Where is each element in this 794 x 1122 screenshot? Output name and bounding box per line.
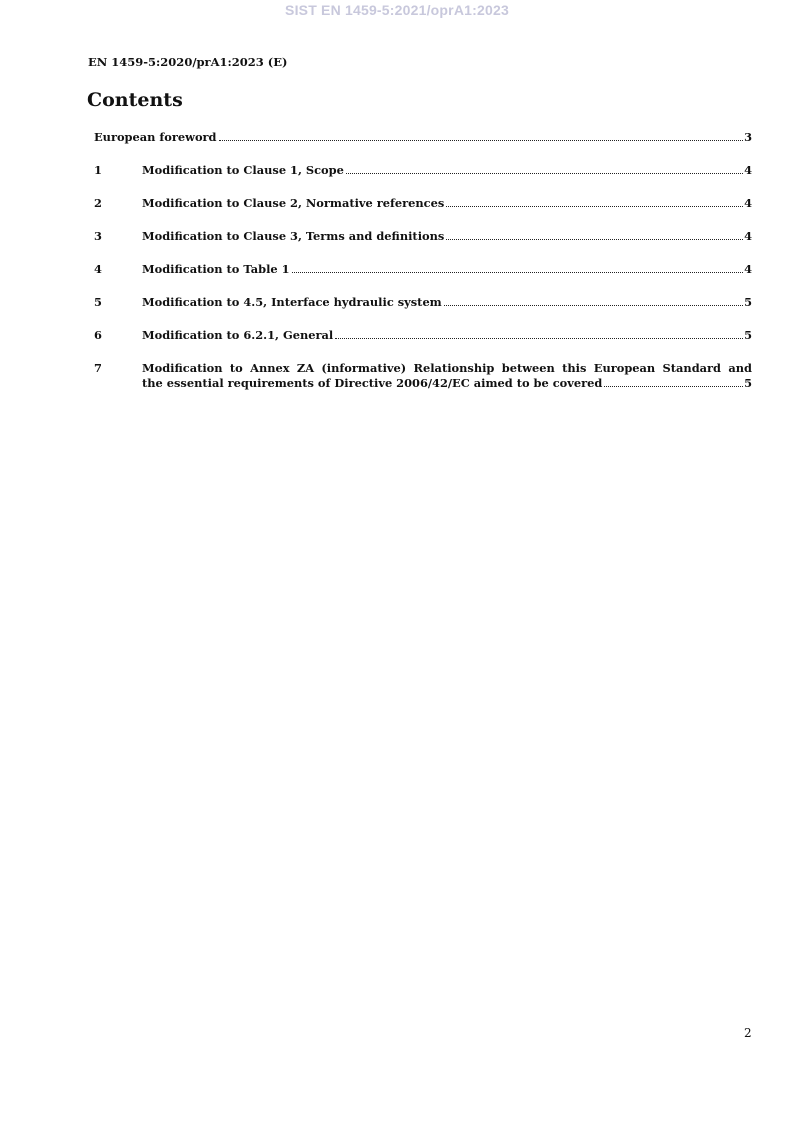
toc-entry-6[interactable] (94, 328, 752, 343)
toc-leader-dots (292, 272, 744, 273)
toc-leader-dots (219, 140, 744, 141)
toc-leader-dots (446, 239, 743, 240)
toc-leader-dots (446, 206, 743, 207)
document-header: EN 1459-5:2020/prA1:2023 (E) (88, 55, 288, 69)
table-of-contents (94, 130, 752, 391)
toc-entry-title: Modification to 4.5, Interface hydraulic system (142, 295, 442, 309)
toc-entry-title: Modification to Clause 3, Terms and definitions (142, 229, 445, 243)
toc-entry-title-line1: Modification to Annex ZA (informative) Relationship between this European Standard and (142, 361, 752, 375)
toc-leader-dots (444, 305, 743, 306)
toc-entry-page: 4 (744, 229, 752, 243)
toc-entry-title: Modification to Clause 2, Normative references (142, 196, 445, 210)
toc-entry-number: 6 (94, 328, 102, 342)
toc-entry-page: 5 (744, 295, 752, 309)
toc-leader-dots (604, 386, 743, 387)
toc-entry-title: Modification to Table 1 (142, 262, 290, 276)
toc-entry-number: 4 (94, 262, 102, 276)
toc-entry-page: 4 (744, 262, 752, 276)
toc-entry-7[interactable] (94, 361, 752, 391)
toc-entry-foreword[interactable] (94, 130, 752, 145)
toc-entry-title: European foreword (94, 130, 217, 144)
toc-entry-page: 5 (744, 328, 752, 342)
toc-entry-title: Modification to Clause 1, Scope (142, 163, 344, 177)
toc-entry-number: 3 (94, 229, 102, 243)
page-number: 2 (744, 1026, 752, 1040)
toc-entry-page: 5 (744, 376, 752, 390)
toc-entry-1[interactable] (94, 163, 752, 178)
toc-entry-5[interactable] (94, 295, 752, 310)
toc-entry-4[interactable] (94, 262, 752, 277)
toc-entry-number: 1 (94, 163, 102, 177)
toc-leader-dots (335, 338, 743, 339)
toc-entry-page: 3 (744, 130, 752, 144)
toc-entry-3[interactable] (94, 229, 752, 244)
contents-heading: Contents (87, 89, 183, 111)
toc-entry-title-line2: the essential requirements of Directive 2006/42/EC aimed to be covered (142, 376, 603, 390)
toc-entry-number: 5 (94, 295, 102, 309)
toc-entry-title: Modification to 6.2.1, General (142, 328, 334, 342)
watermark: SIST EN 1459-5:2021/oprA1:2023 (285, 2, 509, 18)
toc-entry-page: 4 (744, 196, 752, 210)
toc-entry-2[interactable] (94, 196, 752, 211)
toc-entry-number: 2 (94, 196, 102, 210)
toc-entry-page: 4 (744, 163, 752, 177)
toc-entry-number: 7 (94, 361, 102, 375)
toc-leader-dots (346, 173, 743, 174)
